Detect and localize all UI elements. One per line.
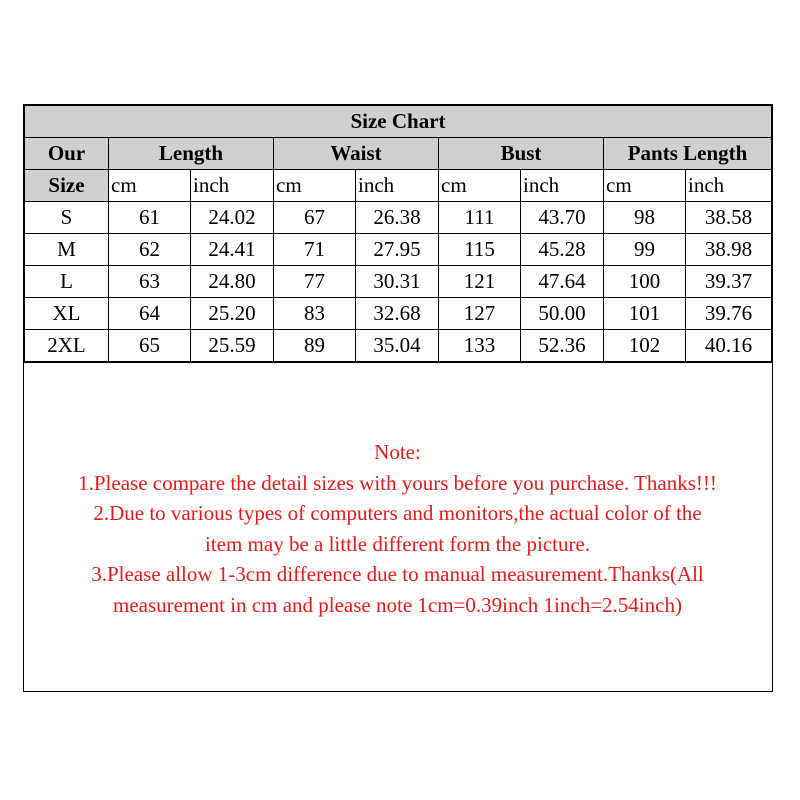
bust-cm-cell: 111 [439, 202, 521, 234]
note-line-2: 2.Due to various types of computers and monitors,the actual color of the [93, 501, 702, 525]
table-row [25, 266, 772, 298]
length-cm-cell: 62 [109, 234, 191, 266]
length-cm-cell: 64 [109, 298, 191, 330]
pants-inch-cell: 39.76 [686, 298, 772, 330]
length-inch-cell: 24.80 [191, 266, 274, 298]
pants-inch-cell: 39.37 [686, 266, 772, 298]
pants-cm-cell: 101 [604, 298, 686, 330]
length-cm-cell: 61 [109, 202, 191, 234]
pants-inch-cell: 40.16 [686, 330, 772, 363]
pants-cm-cell: 100 [604, 266, 686, 298]
length-inch-cell: 24.02 [191, 202, 274, 234]
waist-group-header: Waist [274, 138, 439, 170]
waist-inch-cell: 30.31 [356, 266, 439, 298]
unit-header-cm: cm [439, 170, 521, 202]
table-row [25, 234, 772, 266]
unit-header-inch: inch [191, 170, 274, 202]
pants-inch-cell: 38.98 [686, 234, 772, 266]
length-group-header: Length [109, 138, 274, 170]
size-cell: S [25, 202, 109, 234]
size-cell: 2XL [25, 330, 109, 363]
note-block [24, 437, 771, 620]
unit-header-cm: cm [604, 170, 686, 202]
waist-cm-cell: 67 [274, 202, 356, 234]
pants-length-group-header: Pants Length [604, 138, 772, 170]
note-line-1: 1.Please compare the detail sizes with yours before you purchase. Thanks!!! [78, 470, 717, 495]
chart-title: Size Chart [25, 106, 772, 138]
length-inch-cell: 24.41 [191, 234, 274, 266]
table-row [25, 298, 772, 330]
size-chart-table [24, 105, 772, 363]
bust-inch-cell: 52.36 [521, 330, 604, 363]
table-row [25, 202, 772, 234]
bust-cm-cell: 127 [439, 298, 521, 330]
unit-header-cm: cm [109, 170, 191, 202]
waist-inch-cell: 26.38 [356, 202, 439, 234]
size-chart-frame [23, 104, 773, 692]
bust-inch-cell: 45.28 [521, 234, 604, 266]
pants-inch-cell: 38.58 [686, 202, 772, 234]
bust-inch-cell: 50.00 [521, 298, 604, 330]
pants-cm-cell: 102 [604, 330, 686, 363]
note-line-5: measurement in cm and please note 1cm=0.39inch 1inch=2.54inch) [113, 592, 682, 617]
size-cell: XL [25, 298, 109, 330]
unit-header-inch: inch [356, 170, 439, 202]
size-cell: M [25, 234, 109, 266]
note-heading: Note: [374, 440, 421, 464]
size-column-header-line1: Our [25, 138, 109, 170]
unit-header-cm: cm [274, 170, 356, 202]
bust-cm-cell: 121 [439, 266, 521, 298]
pants-cm-cell: 99 [604, 234, 686, 266]
pants-cm-cell: 98 [604, 202, 686, 234]
length-cm-cell: 65 [109, 330, 191, 363]
bust-inch-cell: 43.70 [521, 202, 604, 234]
bust-group-header: Bust [439, 138, 604, 170]
waist-cm-cell: 83 [274, 298, 356, 330]
waist-cm-cell: 89 [274, 330, 356, 363]
bust-cm-cell: 115 [439, 234, 521, 266]
table-row [25, 330, 772, 363]
unit-header-inch: inch [686, 170, 772, 202]
waist-inch-cell: 35.04 [356, 330, 439, 363]
size-column-header-line2: Size [25, 170, 109, 202]
note-line-4: 3.Please allow 1-3cm difference due to manual measurement.Thanks(All [91, 562, 704, 586]
length-cm-cell: 63 [109, 266, 191, 298]
length-inch-cell: 25.20 [191, 298, 274, 330]
waist-cm-cell: 77 [274, 266, 356, 298]
size-cell: L [25, 266, 109, 298]
length-inch-cell: 25.59 [191, 330, 274, 363]
waist-inch-cell: 32.68 [356, 298, 439, 330]
note-line-3: item may be a little different form the picture. [204, 531, 591, 556]
waist-inch-cell: 27.95 [356, 234, 439, 266]
waist-cm-cell: 71 [274, 234, 356, 266]
unit-header-inch: inch [521, 170, 604, 202]
bust-inch-cell: 47.64 [521, 266, 604, 298]
bust-cm-cell: 133 [439, 330, 521, 363]
